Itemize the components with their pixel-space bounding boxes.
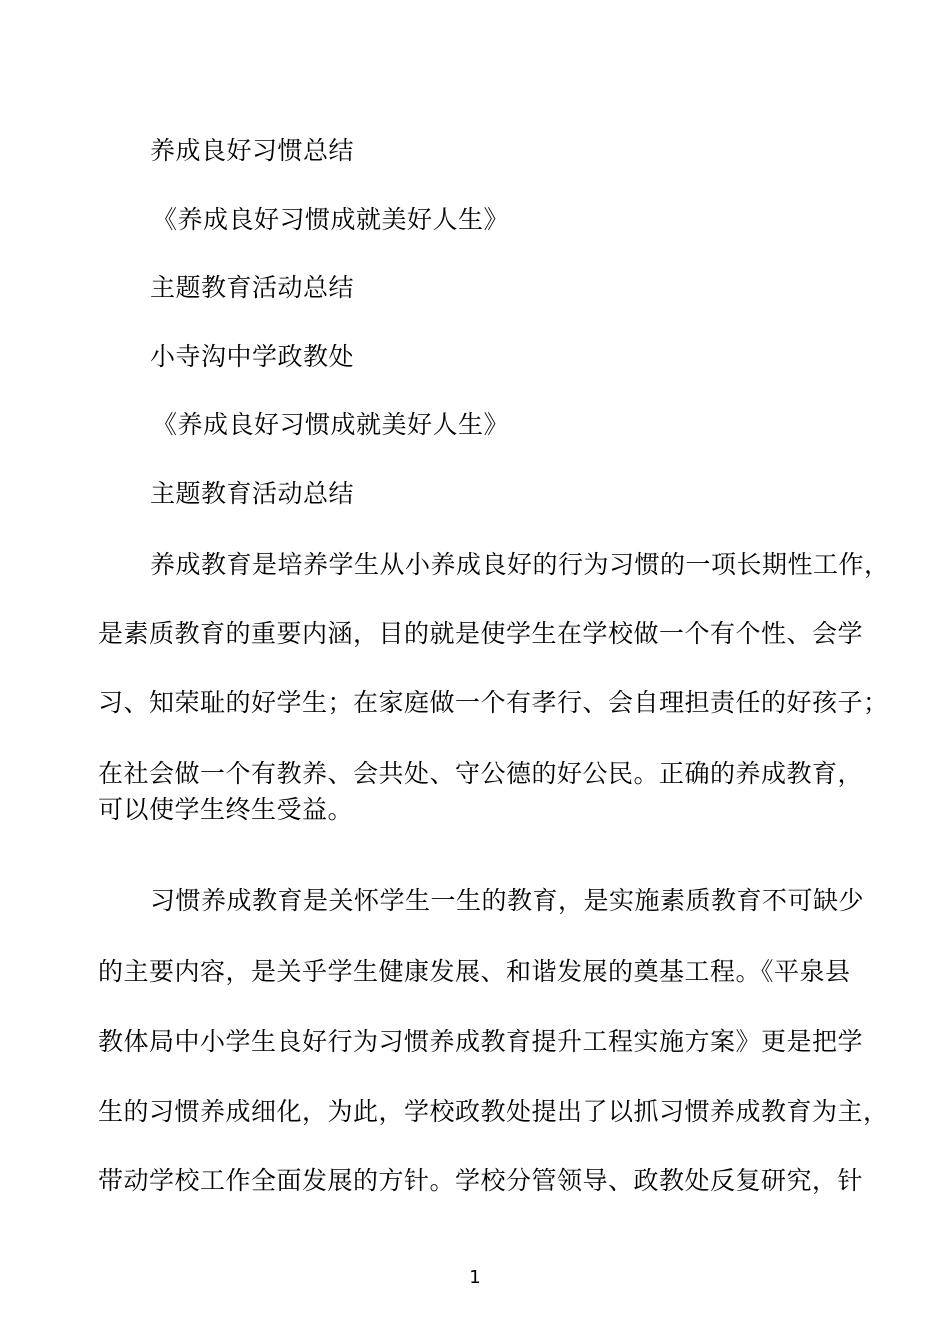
paragraph-line: 习惯养成教育是关怀学生一生的教育，是实施素质教育不可缺少	[150, 886, 865, 915]
heading-line: 《养成良好习惯成就美好人生》	[152, 205, 510, 234]
heading-line: 主题教育活动总结	[150, 273, 355, 302]
paragraph-line: 生的习惯养成细化，为此，学校政教处提出了以抓习惯养成教育为主，	[98, 1097, 889, 1126]
paragraph-line: 可以使学生终生受益。	[98, 795, 354, 824]
paragraph-line: 是素质教育的重要内涵，目的就是使学生在学校做一个有个性、会学	[98, 619, 864, 648]
heading-line: 养成良好习惯总结	[150, 136, 355, 165]
heading-line: 小寺沟中学政教处	[150, 342, 355, 371]
paragraph-line: 带动学校工作全面发展的方针。学校分管领导、政教处反复研究，针	[98, 1166, 864, 1195]
paragraph-line: 养成教育是培养学生从小养成良好的行为习惯的一项长期性工作，	[150, 550, 890, 579]
paragraph-line: 在社会做一个有教养、会共处、守公德的好公民。正确的养成教育，	[98, 759, 864, 788]
paragraph-line: 教体局中小学生良好行为习惯养成教育提升工程实施方案》更是把学	[98, 1027, 864, 1056]
heading-line: 《养成良好习惯成就美好人生》	[152, 410, 510, 439]
paragraph-line: 习、知荣耻的好学生；在家庭做一个有孝行、会自理担责任的好孩子；	[98, 688, 889, 717]
paragraph-line: 的主要内容，是关乎学生健康发展、和谐发展的奠基工程。《平泉县	[98, 957, 851, 986]
page-number: 1	[469, 1267, 481, 1288]
heading-line: 主题教育活动总结	[150, 479, 355, 508]
